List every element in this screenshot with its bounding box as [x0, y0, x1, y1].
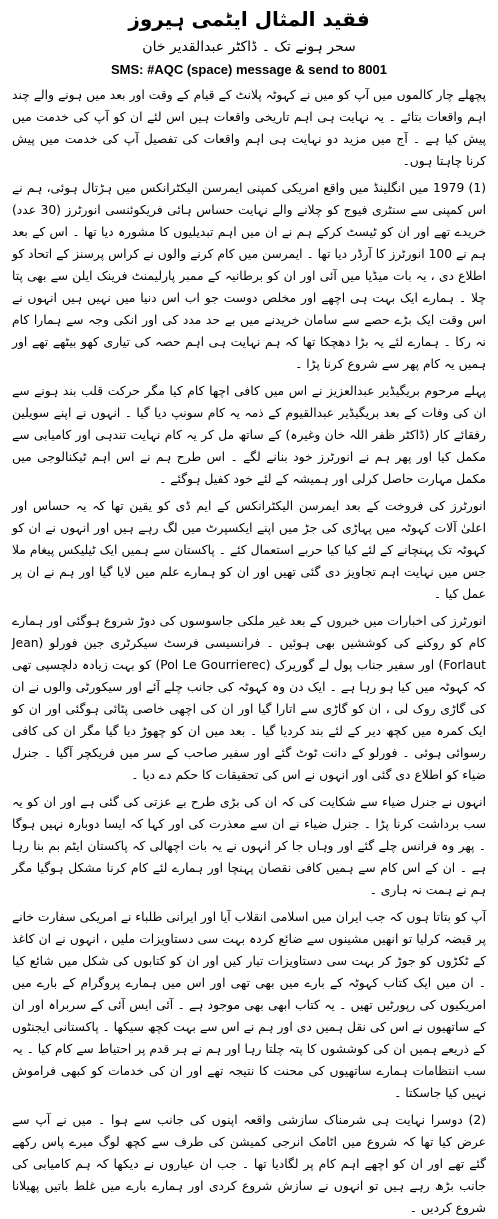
article-paragraph: پچھلے چار کالموں میں آپ کو میں نے کہوٹہ پلانٹ کے قیام کے وقت اور بعد میں ہونے والے چند اہم واقعات بتائے ۔ یہ نہایت ہی اہم تاریخی واقعات ہیں اس لئے ان کو آپ کی خدمت میں پیش کیا ہے ۔ آج میں مزید دو نہایت ہی اہم واقعات کی تفصیل آپ کی خدمت میں پیش کرنا چاہتا ہوں۔ [12, 88, 486, 168]
author-byline: سحر ہونے تک ۔ ڈاکٹر عبدالقدیر خان [142, 39, 356, 55]
article-paragraph: (2) دوسرا نہایت ہی شرمناک سازشی واقعہ اپنوں کی جانب سے ہوا ۔ میں نے آپ سے عرض کیا تھا کہ شروع میں اٹامک انرجی کمیشن کی طرف سے کچھ لوگ میرے پاس رکھے گئے تھے اور ان کو اچھے اہم کام پر لگادیا تھا ۔ جب ان عیاروں نے دیکھا کہ ہم کامیابی کی جانب بڑھ رہے ہیں تو انہوں نے سازش شروع کردی اور ہمارے بارے میں غلط باتیں پھیلانا شروع کردیں ۔ [12, 1113, 486, 1215]
article-paragraph: انہوں نے جنرل ضیاء سے شکایت کی کہ ان کی بڑی طرح بے عزتی کی گئی ہے اور ان کو یہ سب برداشت کرنا پڑا ۔ جنرل ضیاء نے ان سے معذرت کی اور کہا کہ ایسا دوبارہ نہیں ہوگا ۔ پھر وہ فرانس چلے گئے اور وہاں جا کر انہوں نے یہ بات اچھالی کہ پاکستان ایٹم بم بنا رہا ہے ۔ ان کے اس کام سے ہمیں کافی نقصان پہنچا اور ہمارے لئے کام کرنا مشکل ہوگیا مگر ہم نے ہمت نہ ہاری ۔ [12, 795, 486, 897]
article-paragraph: انورٹرز کی اخبارات میں خبروں کے بعد غیر ملکی جاسوسوں کی دوڑ شروع ہوگئی اور ہمارے کام کو روکنے کی کوششیں بھی ہوئیں ۔ فرانسیسی فرسٹ سیکرٹری جین فورلو (Jean Forlaut) اور سفیر جناب پول لے گوریرک (Pol Le Gourrierec) کو بہت زیادہ دلچسپی تھی کہ کہوٹہ میں کیا ہو رہا ہے ۔ ایک دن وہ کہوٹہ کی جانب چلے آئے اور سیکورٹی والوں نے ان کی گاڑی روک لی ، ان کو گاڑی سے اتارا گیا اور ان کی اچھی خاصی پٹائی ہوگئی اور ان کو ایک کمرہ میں کچھ دیر کے لئے بند کردیا گیا ۔ بعد میں ان کو چھوڑ دیا گیا مگر ان کی کافی رسوائی ہوئی ۔ فورلو کے دانت ٹوٹ گئے اور سفیر صاحب کے سر میں فریکچر آگیا ۔ جنرل ضیاء کو اطلاع دی گئی اور انہوں نے اس کی تحقیقات کا حکم دے دیا ۔ [12, 614, 486, 782]
sms-instruction: SMS: #AQC (space) message & send to 8001 [111, 62, 387, 77]
article-title: فقید المثال ایٹمی ہیروز [128, 7, 370, 31]
article-paragraph: انورٹرز کی فروخت کے بعد ایمرسن الیکٹرانکس کے ایم ڈی کو یقین تھا کہ یہ حساس اور اعلیٰ آلات کہوٹہ میں پہاڑی کی جڑ میں اپنے ایکسپرٹ میں لگ رہے ہیں اور انہوں نے ان کو کہوٹہ تک پہنچانے کے لئے کیا کیا حربے استعمال کئے ۔ پاکستان سے ہمیں ایک ٹیلیکس پیغام ملا جس میں نہایت اہم تجاویز دی گئی تھیں اور ان کو ہمارے علم میں لایا گیا اور ہم نے ان پر عمل کیا ۔ [12, 499, 486, 601]
article-paragraph: پہلے مرحوم بریگیڈیر عبدالعزیز نے اس میں کافی اچھا کام کیا مگر حرکت قلب بند ہونے سے ان کی وفات کے بعد بریگیڈیر عبدالقیوم کے ذمہ یہ کام سونپ دیا گیا ۔ انہوں نے اپنے سویلین رفقائے کار (ڈاکٹر ظفر اللہ خان وغیرہ) کے ساتھ مل کر یہ کام نہایت تندہی اور کامیابی سے مکمل کیا اور پھر ہم نے انورٹرز خود بنانے لگے ۔ اس طرح ہم نے اس اہم ٹیکنالوجی میں مکمل مہارت حاصل کرلی اور ہمیشہ کے لئے خود کفیل ہوگئے ۔ [12, 384, 486, 486]
article-paragraph: (1) 1979 میں انگلینڈ میں واقع امریکی کمپنی ایمرسن الیکٹرانکس میں ہڑتال ہوئی، ہم نے اس کمپنی سے سنٹری فیوج کو چلانے والے نہایت حساس ہائی فریکوئنسی انورٹرز (30 عدد) خریدے تھے اور ان کو ٹیسٹ کرکے ہم نے ان میں اہم تبدیلیوں کا مشورہ دیا تھا ۔ اس کے بعد ہم نے 100 انورٹرز کا آرڈر دیا تھا ۔ ایمرسن میں کام کرنے والوں نے کراس پرسنز کے اتحاد کو اطلاع دی ، یہ بات میڈیا میں آئی اور ان کو برطانیہ کے ممبر پارلیمنٹ فرینک ایلن سے بھی پتا چلا ۔ ہمارے ایک بہت ہی اچھے اور مخلص دوست جو اب اس دنیا میں نہیں ہیں انہوں نے اس وقت ایک بڑے حصے سے سامان خریدنے میں بے حد مدد کی اور انکی وجہ سے ہمارا کام نہ رکا ۔ ہمارے لئے یہ بڑا دھچکا تھا کہ ہم نہایت ہی اہم حصہ کی تیاری کھو بیٹھے تھے اور ہمیں یہ کام پھر سے شروع کرنا پڑا ۔ [12, 181, 486, 371]
article-paragraph: آپ کو بتاتا ہوں کہ جب ایران میں اسلامی انقلاب آیا اور ایرانی طلباء نے امریکی سفارت خانے پر قبضہ کرلیا تو انھیں مشینوں سے ضائع کردہ بہت سی دستاویزات ملیں ، انہوں نے ان کاغذ کے ٹکڑوں کو جوڑ کر بہت سی دستاویزات تیار کیں اور ان کو کتابوں کی شکل میں شائع کیا ۔ ان میں ایک کتاب کہوٹہ کے بارے میں بھی تھی اور اس میں ہمارے پروگرام کے بارے میں امریکیوں کی رپورٹیں تھیں ۔ یہ کتاب ابھی بھی موجود ہے ۔ آئی ایس آئی کے سربراہ اور ان کے ساتھیوں نے اس کی نقل ہمیں دی اور ہم نے اس سے بہت کچھ سیکھا ۔ پاکستانی ایجنٹوں کے ذریعے ہمیں ان کی کوششوں کا پتہ چلتا رہا اور ہم نے ہر قدم پر احتیاط سے کام کیا ۔ یہ سب انتظامات ہمارے ساتھیوں کی محنت کا نتیجہ تھے اور ان کی خدمات کو کبھی فراموش نہیں کیا جاسکتا ۔ [12, 910, 486, 1100]
